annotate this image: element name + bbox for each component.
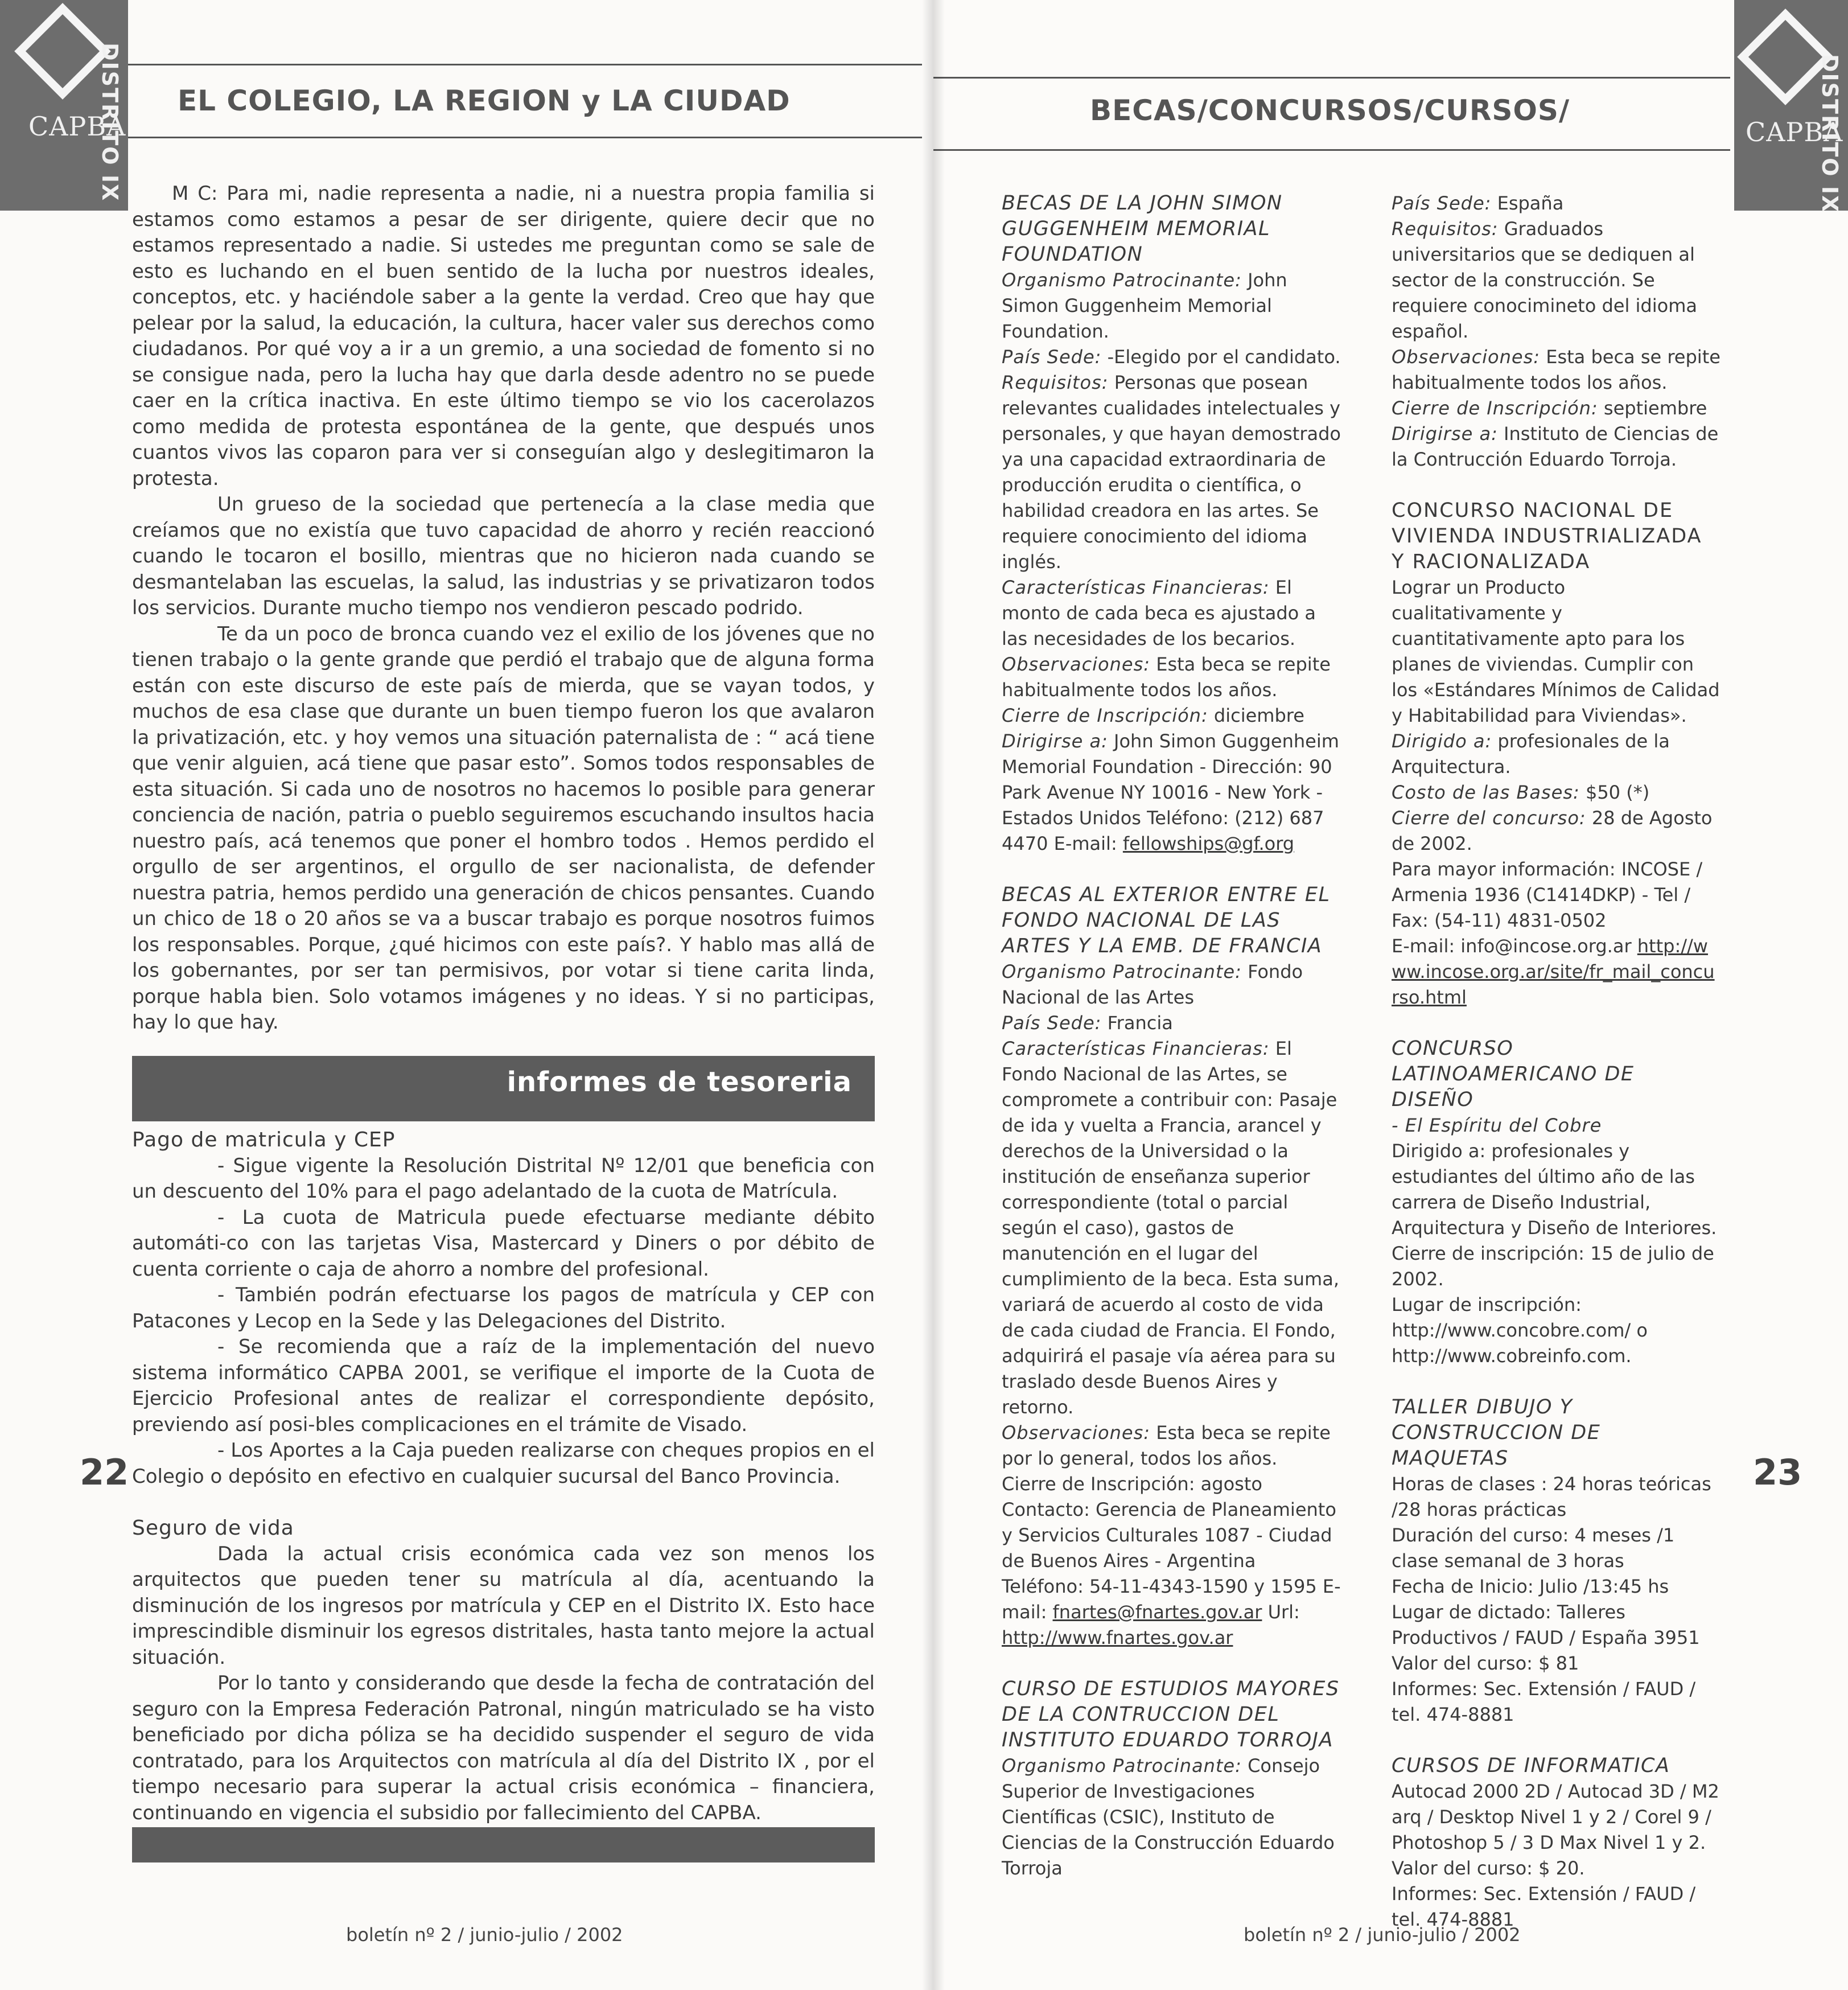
- value: John Simon Guggenheim Memorial Foundation - Dirección: 90 Park Avenue NY 10016 - New York - Estados Unidos Teléfono: (212) 687 4470 E-mail:: [1002, 730, 1339, 854]
- paragraph: Un grueso de la sociedad que pertenecía a la clase media que creíamos que no existía que tuvo capacidad de ahorro y recién reaccionó cuando le tocaron el bosillo, mientras que no hicieron nada cuando se desmantelaban las escuelas, la salud, las industrias y se privatizaron todos los servicios. Durante mucho tiempo nos vendieron pescado podrido.: [132, 493, 875, 619]
- value: Url:: [1262, 1601, 1300, 1623]
- beca-title: BECAS AL EXTERIOR ENTRE EL FONDO NACIONAL DE LAS ARTES Y LA EMB. DE FRANCIA: [1002, 883, 1331, 957]
- concurso-title: CONCURSO LATINOAMERICANO DE DISEÑO: [1392, 1037, 1635, 1111]
- value: Horas de clases : 24 horas teóricas /28 horas prácticas: [1392, 1473, 1711, 1520]
- label: Organismo Patrocinante:: [1002, 961, 1242, 982]
- value: profesionales de la Arquitectura.: [1392, 730, 1670, 778]
- section-title: BECAS/CONCURSOS/CURSOS/: [1090, 94, 1570, 127]
- beca-title: CURSO DE ESTUDIOS MAYORES DE LA CONTRUCCION DEL INSTITUTO EDUARDO TORROJA: [1002, 1677, 1340, 1751]
- value: $50 (*): [1579, 782, 1650, 803]
- paragraph: M C: Para mi, nadie representa a nadie, ni a nuestra propia familia si estamos como estamos a pesar de ser dirigente, quiere decir que no estamos representado a nadie. Si ustedes me preguntan como se sale de esto es luchando en el buen sentido de la lucha por nuestros ideales, conceptos, etc. y haciéndole saber a la gente la verdad. Creo que hay que pelear por la salud, la educación, la cultura, hacer valer sus derechos como ciudadanos. Por qué voy a ir a un gremio, a una sociedad de fomento si no se consigue nada, pero la lucha hay que darla desde adentro no se puede caer en la crítica inactiva. En este último tiempo se vio los cacerolazos como medida de protesta espontánea de la gente, que después unos cuantos vivos las coparon para ver si conseguían algo y deslegitimaron la protesta.: [132, 182, 875, 490]
- label: Organismo Patrocinante:: [1002, 1755, 1242, 1777]
- capba-diamond-icon: [14, 3, 111, 100]
- beca-guggenheim: [1002, 191, 1346, 857]
- url-link[interactable]: http://www.incose.org.ar/site/fr_mail_concurso.html: [1392, 935, 1715, 1008]
- value: Esta beca se repite habitualmente todos los años.: [1002, 653, 1331, 701]
- subhead-seguro: Seguro de vida: [132, 1516, 294, 1540]
- value: -Elegido por el candidato.: [1101, 346, 1341, 368]
- label: Características Financieras:: [1002, 577, 1270, 598]
- distrito-vertical-text: DISTRITO IX: [97, 43, 122, 202]
- value: septiembre: [1598, 397, 1707, 419]
- capba-logo-text: CAPBA: [28, 111, 126, 142]
- value: Cierre de Inscripción: agosto: [1002, 1473, 1262, 1495]
- taller-title: TALLER DIBUJO Y CONSTRUCCION DE MAQUETAS: [1392, 1396, 1601, 1470]
- value: Duración del curso: 4 meses /1 clase semanal de 3 horas: [1392, 1524, 1675, 1572]
- value: Para mayor información: INCOSE / Armenia 1936 (C1414DKP) - Tel / Fax: (54-11) 4831-0502: [1392, 858, 1703, 931]
- paragraph: Te da un poco de bronca cuando vez el exilio de los jóvenes que no tienen trabajo o la gente grande que perdió el trabajo que de alguna forma están con este discurso de este país de mierda, que se vayan todos, y muchos de esa clase que durante un buen tiempo fueron los que avalaron la privatización, etc. y hoy vemos una situación paternalista de : “ acá tiene que venir alguien, acá tiene que pasar esto”. Somos todos responsables de esta situación. Si cada uno de nosotros no hacemos lo posible para generar conciencia de nación, patria o pueblo seguiremos escuchando insultos hacia nuestro país, acá tenemos que poner el hombro todos . Hemos perdido el orgullo de ser argentinos, el orgullo de ser nacionalista, de defender nuestra patria, hemos perdido una generación de chicos pensantes. Cuando un chico de 18 o 20 años se va a buscar trabajo es porque nosotros fuimos los responsables. Porque, ¿qué hicimos con este país?. Y hablo mas allá de los gobernantes, por ser tan permisivos, por votar si tiene carita linda, porque habla bien. Solo votamos imágenes y no ideas. Y si no participas, hay lo que hay.: [132, 622, 875, 1034]
- concurso-title: CONCURSO NACIONAL DE VIVIENDA INDUSTRIALIZADA Y RACIONALIZADA: [1392, 499, 1702, 573]
- value: Francia: [1101, 1012, 1173, 1034]
- beca-francia: [1002, 882, 1346, 1651]
- cursos-title: CURSOS DE INFORMATICA: [1392, 1754, 1670, 1777]
- header-rule-bottom: [128, 137, 922, 138]
- subhead-pago: Pago de matricula y CEP: [132, 1128, 396, 1152]
- value: Contacto: Gerencia de Planeamiento y Servicios Culturales 1087 - Ciudad de Buenos Aires - Argentina: [1002, 1499, 1336, 1572]
- value: Teléfono: 54-11-4343-1590 y 1595 E-mail:: [1002, 1576, 1341, 1623]
- label: Requisitos:: [1002, 372, 1109, 393]
- paragraph: - La cuota de Matricula puede efectuarse mediante débito automáti-co con las tarjetas Visa, Mastercard y Diners o por débito de cuenta corriente o caja de ahorro a nombre del profesional.: [132, 1206, 875, 1281]
- interview-text: [132, 181, 875, 1036]
- paragraph: - Los Aportes a la Caja pueden realizarse con cheques propios en el Colegio o depósito en efectivo en cualquier sucursal del Banco Provincia.: [132, 1439, 875, 1488]
- value: Informes: Sec. Extensión / FAUD / tel. 474-8881: [1392, 1678, 1696, 1725]
- tesoreria-bar: [132, 1056, 875, 1121]
- value: John Simon Guggenheim Memorial Foundation.: [1002, 269, 1287, 342]
- page-number: 22: [80, 1452, 129, 1493]
- label: Cierre de Inscripción:: [1392, 397, 1598, 419]
- curso-torroja: [1002, 1676, 1346, 1881]
- value: Informes: Sec. Extensión / FAUD / tel. 474-8881: [1392, 1883, 1696, 1930]
- value: E-mail: info@incose.org.ar: [1392, 935, 1637, 957]
- label: Dirigirse a:: [1392, 423, 1498, 445]
- label: Dirigirse a:: [1002, 730, 1108, 752]
- value: Autocad 2000 2D / Autocad 3D / M2 arq / Desktop Nivel 1 y 2 / Corel 9 / Photoshop 5 / 3 D Max Nivel 1 y 2.: [1392, 1781, 1719, 1853]
- value: Esta beca se repite por lo general, todos los años.: [1002, 1422, 1331, 1469]
- concurso-subtitle: - El Espíritu del Cobre: [1392, 1115, 1602, 1136]
- footer: boletín nº 2 / junio-julio / 2002: [1244, 1924, 1521, 1946]
- label: Cierre de Inscripción:: [1002, 705, 1208, 726]
- section-title: EL COLEGIO, LA REGION y LA CIUDAD: [178, 84, 791, 117]
- paragraph: Dada la actual crisis económica cada vez son menos los arquitectos que pueden tener su matrícula al día, acentuando la disminución de los ingresos por matrícula y CEP en el Distrito IX. Esto hace imprescindible disminuir los egresos distritales, hasta tanto mejore la actual situación.: [132, 1542, 875, 1669]
- capba-logo-text: CAPBA: [1746, 117, 1843, 147]
- value: diciembre: [1208, 705, 1304, 726]
- beca-title: BECAS DE LA JOHN SIMON GUGGENHEIM MEMORIAL FOUNDATION: [1002, 192, 1283, 266]
- distrito-vertical-text: DISTRITO IX: [1817, 54, 1842, 213]
- capba-logo-block: [1734, 0, 1848, 211]
- bottom-bar: [132, 1827, 875, 1862]
- label: Dirigido a:: [1392, 730, 1492, 752]
- label: Características Financieras:: [1002, 1038, 1270, 1059]
- cursos-informatica: [1392, 1753, 1722, 1933]
- value: Lugar de dictado: Talleres Productivos / FAUD / España 3951: [1392, 1601, 1700, 1648]
- becas-column-2: [1392, 191, 1722, 1958]
- paragraph: Por lo tanto y considerando que desde la fecha de contratación del seguro con la Empresa Federación Patronal, ningún matriculado se ha visto beneficiado por dicha póliza se ha decidido suspender el seguro de vida contratado, para los Arquitectos con matrícula al día del Distrito IX , por el tiempo necesario para superar la actual crisis económica – financiera, continuando en vigencia el subsidio por fallecimiento del CAPBA.: [132, 1672, 875, 1824]
- taller-maquetas: [1392, 1395, 1722, 1728]
- header-rule-top: [933, 77, 1730, 79]
- tesoreria-bar-title: informes de tesoreria: [507, 1066, 852, 1098]
- right-page: [933, 0, 1848, 1990]
- label: Costo de las Bases:: [1392, 782, 1580, 803]
- label: País Sede:: [1002, 1012, 1102, 1034]
- url-link[interactable]: http://www.fnartes.gov.ar: [1002, 1627, 1233, 1648]
- paragraph: - También podrán efectuarse los pagos de matrícula y CEP con Patacones y Lecop en la Sede y las Delegaciones del Distrito.: [132, 1284, 875, 1333]
- becas-column-1: [1002, 191, 1346, 1907]
- header-rule-top: [128, 64, 922, 65]
- value: Cierre de inscripción: 15 de julio de 2002.: [1392, 1243, 1714, 1290]
- email-link[interactable]: fellowships@gf.org: [1122, 833, 1295, 854]
- value: Instituto de Ciencias de la Contrucción Eduardo Torroja.: [1392, 423, 1719, 470]
- label: País Sede:: [1002, 346, 1102, 368]
- label: Observaciones:: [1002, 653, 1151, 675]
- capba-logo-block: [0, 0, 128, 211]
- label: Cierre del concurso:: [1392, 807, 1586, 829]
- paragraph: - Se recomienda que a raíz de la implementación del nuevo sistema informático CAPBA 2001, se verifique el importe de la Cuota de Ejercicio Profesional antes de realizar el correspondiente depósito, previendo así posi-bles complicaciones en el trámite de Visado.: [132, 1335, 875, 1436]
- value: Graduados universitarios que se dediquen al sector de la construcción. Se requiere conocimineto del idioma español.: [1392, 218, 1697, 342]
- value: Fecha de Inicio: Julio /13:45 hs: [1392, 1576, 1669, 1597]
- page-number: 23: [1753, 1452, 1802, 1493]
- book-gutter: [922, 0, 945, 1990]
- tesoreria-text: [132, 1127, 875, 1826]
- email-link[interactable]: fnartes@fnartes.gov.ar: [1052, 1601, 1262, 1623]
- value: Personas que posean relevantes cualidades intelectuales y personales, y que hayan demostrado ya una capacidad extraordinaria de producción erudita o científica, o habilidad creadora en las artes. Se requiere conocimiento del idioma inglés.: [1002, 372, 1341, 573]
- label: Observaciones:: [1392, 346, 1541, 368]
- value: Valor del curso: $ 81: [1392, 1652, 1579, 1674]
- value: Dirigido a: profesionales y estudiantes del último año de las carrera de Diseño Industrial, Arquitectura y Diseño de Interiores.: [1392, 1140, 1717, 1239]
- label: Requisitos:: [1392, 218, 1499, 240]
- value: Valor del curso: $ 20.: [1392, 1857, 1585, 1879]
- concurso-vivienda: [1392, 498, 1722, 1010]
- header-rule-bottom: [933, 149, 1730, 151]
- value: El monto de cada beca es ajustado a las necesidades de los becarios.: [1002, 577, 1316, 649]
- label: País Sede:: [1392, 192, 1492, 214]
- value: Lugar de inscripción: http://www.concobre.com/ o http://www.cobreinfo.com.: [1392, 1294, 1648, 1367]
- value: España: [1491, 192, 1564, 214]
- label: Observaciones:: [1002, 1422, 1151, 1444]
- value: 28 de Agosto de 2002.: [1392, 807, 1713, 854]
- value: Lograr un Producto cualitativamente y cuantitativamente apto para los planes de viviendas. Cumplir con los «Estándares Mínimos de Calidad y Habitabilidad para Viviendas».: [1392, 577, 1720, 726]
- value: El Fondo Nacional de las Artes, se compromete a contribuir con: Pasaje de ida y vuelta a Francia, arancel y derechos de la Universidad o la institución de enseñanza superior correspondiente (total o parcial según el caso), gastos de manutención en el lugar del cumplimiento de la beca. Esta suma, variará de acuerdo al costo de vida de cada ciudad de Francia. El Fondo, adquirirá el pasaje vía aérea para su traslado desde Buenos Aires y retorno.: [1002, 1038, 1339, 1418]
- value: Fondo Nacional de las Artes: [1002, 961, 1303, 1008]
- value: Esta beca se repite habitualmente todos los años.: [1392, 346, 1721, 393]
- value: Consejo Superior de Investigaciones Científicas (CSIC), Instituto de Ciencias de la Construcción Eduardo Torroja: [1002, 1755, 1335, 1879]
- concurso-cobre: [1392, 1036, 1722, 1369]
- torroja-continued: [1392, 191, 1722, 472]
- label: Organismo Patrocinante:: [1002, 269, 1242, 291]
- paragraph: - Sigue vigente la Resolución Distrital Nº 12/01 que beneficia con un descuento del 10% para el pago adelantado de la cuota de Matrícula.: [132, 1154, 875, 1203]
- footer: boletín nº 2 / junio-julio / 2002: [346, 1924, 623, 1946]
